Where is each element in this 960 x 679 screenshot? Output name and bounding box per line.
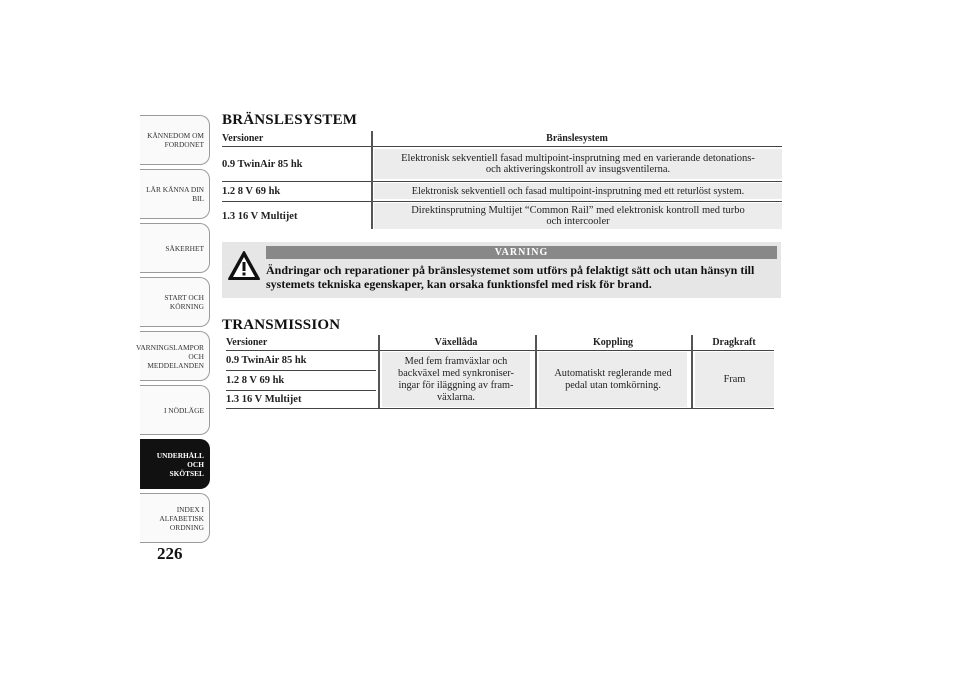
divider — [226, 390, 376, 391]
trans-gearbox-cell: Med fem framväxlar och backväxel med synkroniser-ingar för iläggning av fram-växlarna. — [382, 352, 530, 407]
tab-label: VARNINGSLAMPOR OCH MEDDELANDEN — [135, 342, 204, 370]
column-divider — [691, 335, 693, 408]
tab-label: I NÖDLÄGE — [163, 405, 204, 415]
warning-box — [222, 242, 781, 298]
trans-col-gearbox: Växellåda — [434, 336, 478, 348]
tab-varningslampor[interactable] — [135, 331, 210, 381]
fuel-col-system: Bränslesystem — [546, 132, 608, 144]
tab-underhall-och-skotsel[interactable] — [140, 439, 210, 489]
divider — [222, 181, 782, 182]
warning-triangle-icon — [227, 249, 261, 283]
tab-i-nodlage[interactable] — [140, 385, 210, 435]
tab-label: SÄKERHET — [165, 243, 204, 253]
trans-clutch-cell: Automatiskt reglerande med pedal utan tomkörning. — [539, 352, 687, 407]
fuel-version-cell: 1.3 16 V Multijet — [222, 210, 298, 222]
column-divider — [371, 131, 373, 229]
fuel-version-cell: 1.2 8 V 69 hk — [222, 185, 281, 197]
tab-sakerhet[interactable] — [140, 223, 210, 273]
fuel-col-versions: Versioner — [222, 132, 264, 144]
tab-start-och-korning[interactable] — [140, 277, 210, 327]
fuel-system-cell: Direktinsprutning Multijet “Common Rail” med elektronisk kontroll med turbo och intercooler — [374, 203, 782, 229]
warning-text: Ändringar och reparationer på bränslesystemet som utförs på felaktigt sätt och utan hänsyn till systemets tekniska egenskaper, kan orsaka funktionsfel med risk för brand. — [266, 263, 755, 291]
divider — [226, 408, 774, 409]
trans-drive-cell: Fram — [695, 352, 774, 407]
tab-label: LÄR KÄNNA DIN BIL — [146, 185, 204, 203]
column-divider — [378, 335, 380, 408]
trans-col-drive: Dragkraft — [712, 336, 756, 348]
tab-kannedom-om-fordonet[interactable] — [140, 115, 210, 165]
divider — [226, 370, 376, 371]
page-number: 226 — [157, 544, 183, 563]
fuel-heading: BRÄNSLESYSTEM — [222, 112, 358, 128]
trans-col-versions: Versioner — [226, 336, 268, 348]
tab-index[interactable] — [140, 493, 210, 543]
tab-lar-kanna-din-bil[interactable] — [140, 169, 210, 219]
tab-label: START OCH KÖRNING — [164, 293, 204, 311]
trans-version-cell: 1.2 8 V 69 hk — [226, 375, 285, 386]
tab-label: UNDERHÅLL OCH SKÖTSEL — [156, 450, 204, 478]
divider — [222, 146, 782, 147]
fuel-version-cell: 0.9 TwinAir 85 hk — [222, 158, 303, 170]
column-divider — [535, 335, 537, 408]
fuel-system-cell: Elektronisk sekventiell fasad multipoint-insprutning med en varierande detonations- och aktiveringskontroll av insugsventilerna. — [374, 149, 782, 179]
tab-label: KÄNNEDOM OM FORDONET — [147, 131, 204, 149]
trans-version-cell: 0.9 TwinAir 85 hk — [226, 355, 307, 366]
tab-label: INDEX I ALFABETISK ORDNING — [159, 504, 204, 532]
transmission-heading: TRANSMISSION — [222, 317, 341, 333]
fuel-system-cell: Elektronisk sekventiell och fasad multipoint-insprutning med ett returlöst system. — [374, 183, 782, 199]
trans-col-clutch: Koppling — [592, 336, 634, 348]
warning-title: VARNING — [266, 246, 777, 259]
divider — [222, 201, 782, 202]
trans-version-cell: 1.3 16 V Multijet — [226, 394, 302, 405]
